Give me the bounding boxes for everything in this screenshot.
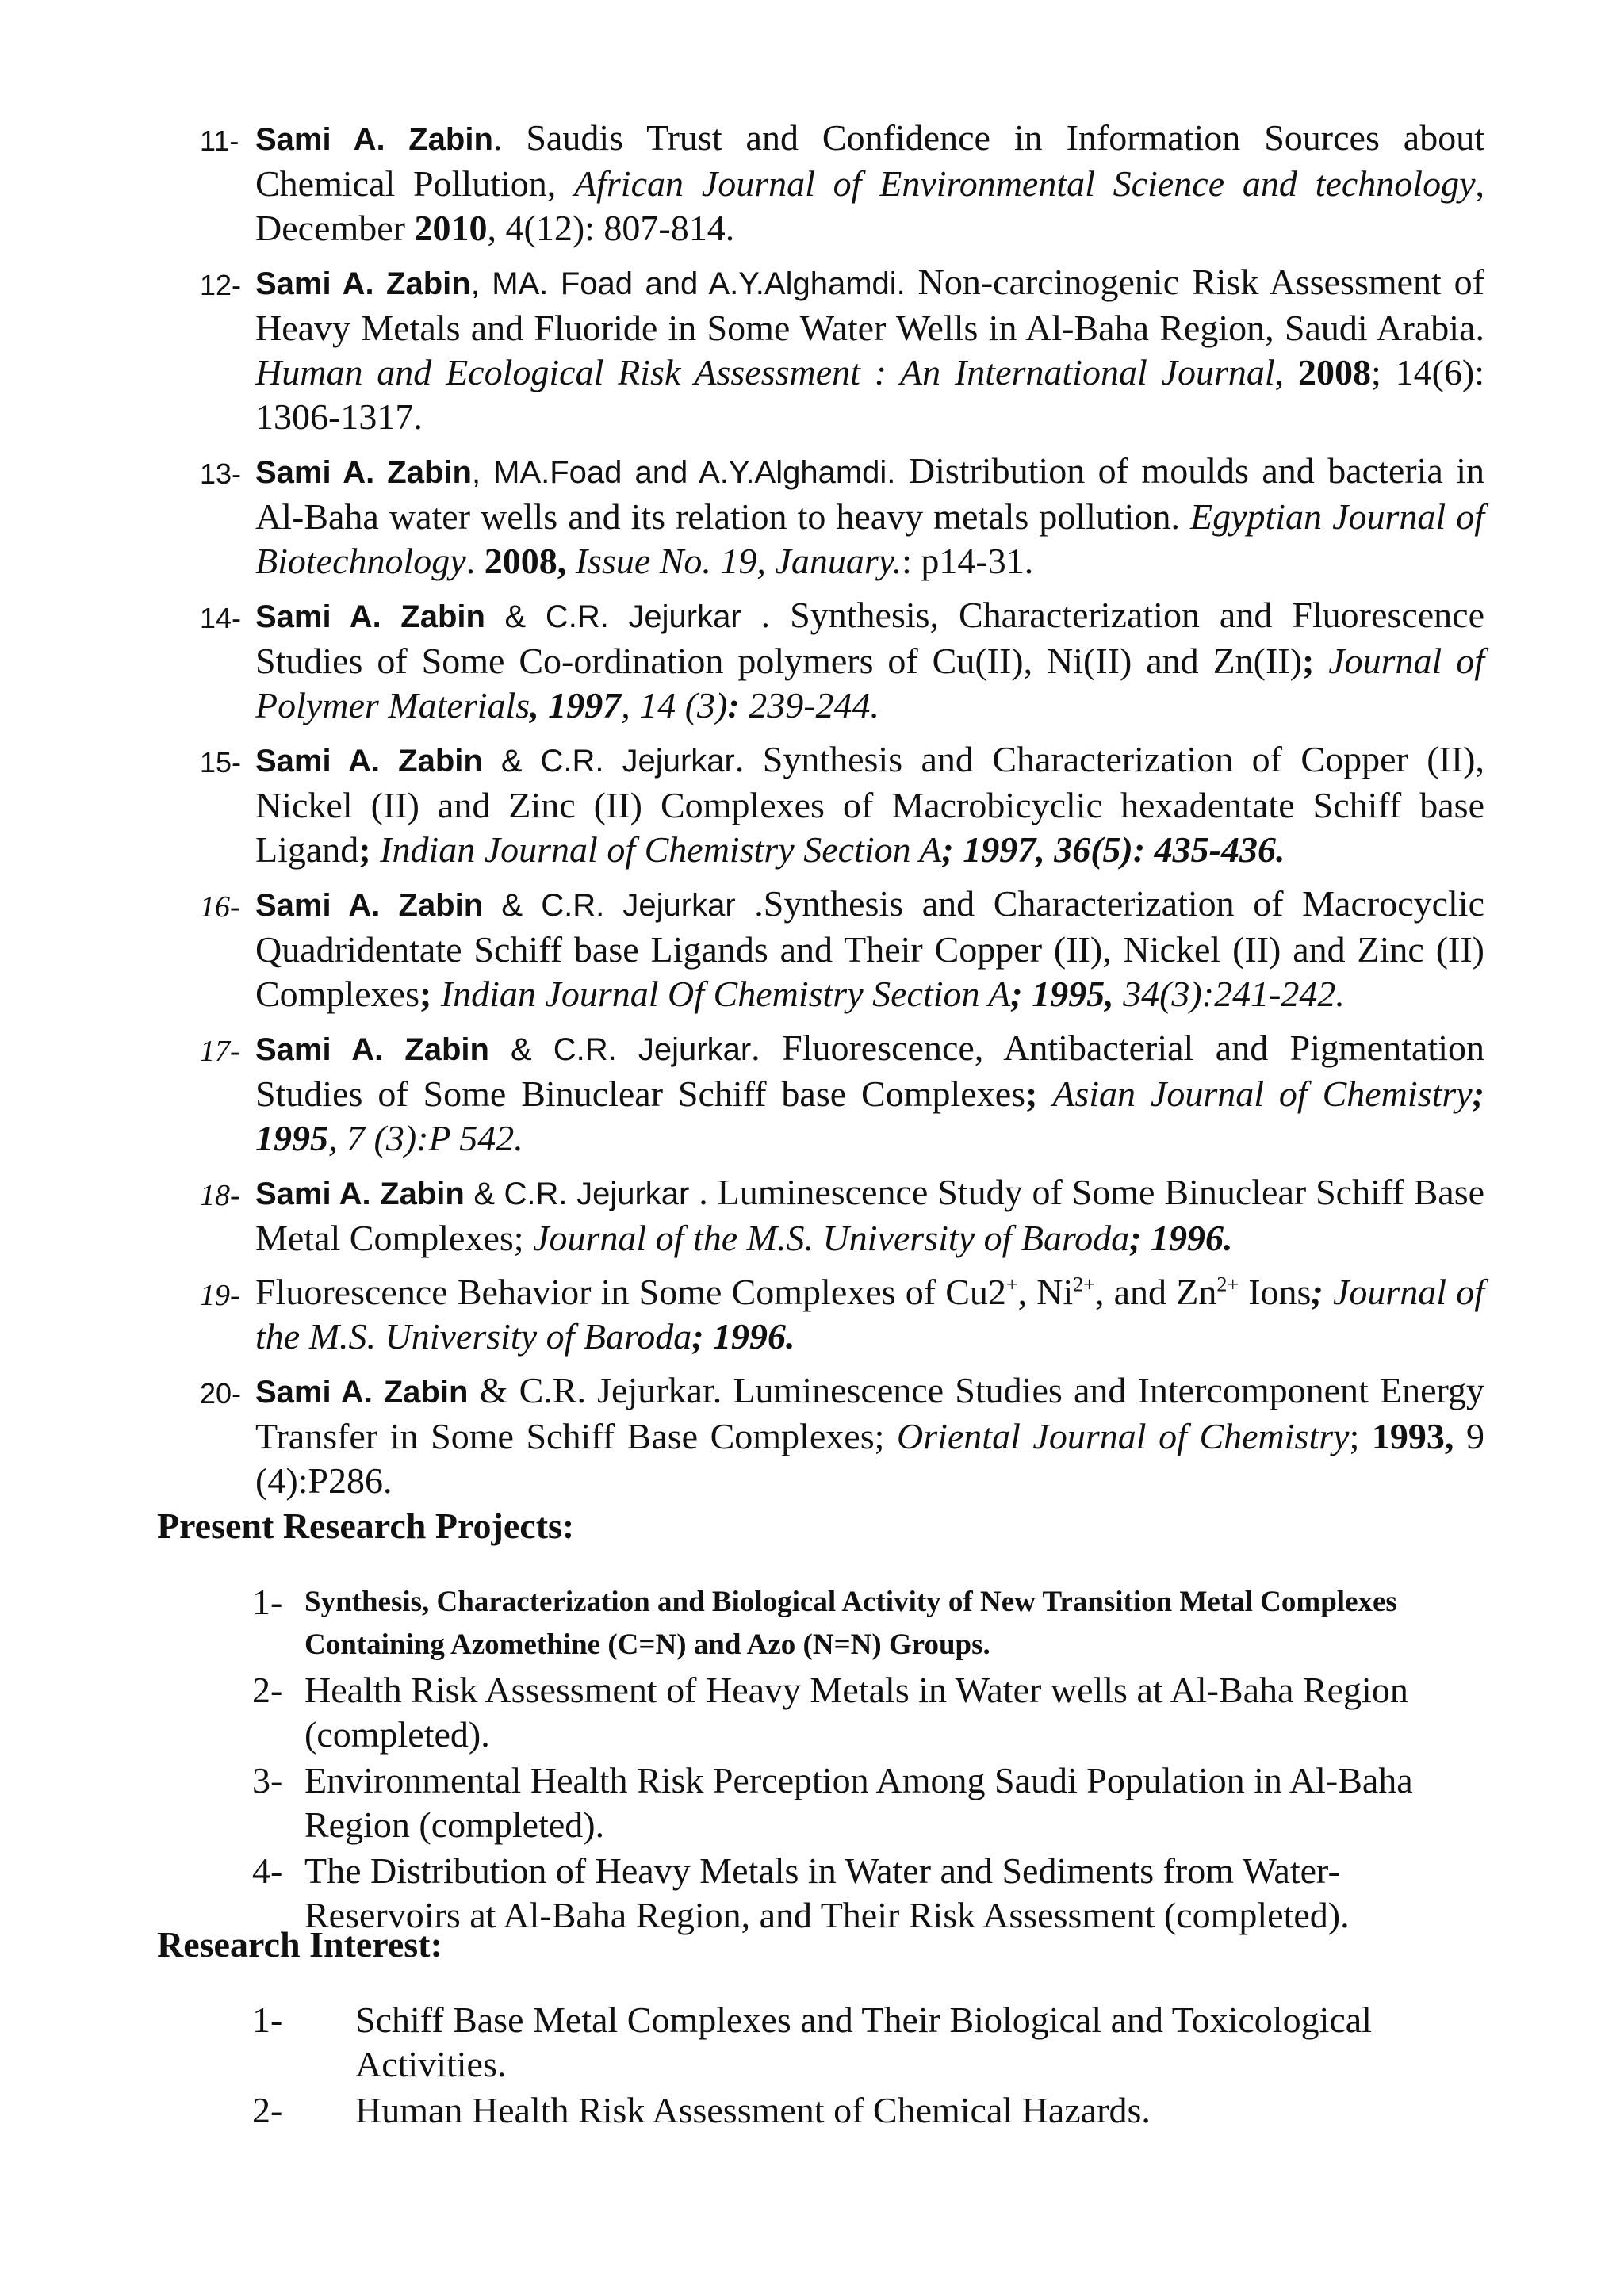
project-text: Health Risk Assessment of Heavy Metals in Water wells at Al-Baha Region (completed).	[304, 1670, 1408, 1755]
publication-entry	[200, 260, 1484, 439]
interest-text: Human Health Risk Assessment of Chemical Hazards.	[355, 2090, 1151, 2130]
journal-title: Journal of Polymer Materials	[255, 641, 1485, 725]
journal-title: Asian Journal of Chemistry	[1052, 1073, 1473, 1114]
citation-text: 2+	[1073, 1272, 1095, 1296]
project-number: 2-	[252, 1670, 283, 1710]
publication-entry	[200, 737, 1484, 872]
citation-text: , MA.Foad and A.Y.Alghamdi.	[471, 455, 896, 490]
interest-number: 2-	[252, 2090, 283, 2130]
journal-title: Journal of the M.S. University of Baroda	[533, 1218, 1130, 1258]
publication-number: 20-	[200, 1377, 242, 1410]
publication-entry	[200, 116, 1484, 251]
citation-text: 9 (4):P286.	[255, 1416, 1484, 1501]
citation-text: +	[1005, 1272, 1018, 1296]
journal-title: Issue No. 19, January.	[575, 541, 902, 581]
research-interest-heading: Research Interest:	[157, 1924, 442, 1965]
citation-text: ;	[1311, 1272, 1323, 1312]
citation-text: .Synthesis and Characterization of Macrocyclic Quadridentate Schiff base Ligands and Their Copper (II), Nickel (II) and Zinc (II) Complexes	[255, 883, 1484, 1014]
citation-text: . Fluorescence, Antibacterial and Pigmentation Studies of Some Binuclear Schiff base Complexes	[255, 1027, 1484, 1114]
author-name: Sami A. Zabin	[255, 122, 493, 157]
citation-text: , Ni	[1017, 1272, 1074, 1312]
citation-text: Non-carcinogenic Risk Assessment of Heavy Metals and Fluoride in Some Water Wells in Al-Baha Region, Saudi Arabia.	[255, 262, 1484, 348]
publication-number: 12-	[200, 269, 242, 301]
project-item	[252, 1581, 1489, 1667]
citation-text	[1314, 641, 1328, 681]
publication-entry	[200, 1270, 1484, 1359]
interest-item	[252, 2088, 1489, 2133]
citation-text: 2010	[414, 208, 488, 248]
interest-text: Schiff Base Metal Complexes and Their Biological and Toxicological Activities.	[355, 1999, 1372, 2084]
author-name: Sami A. Zabin	[255, 1375, 469, 1410]
publication-entry	[200, 1170, 1484, 1261]
author-name: Sami A. Zabin	[255, 1032, 489, 1067]
project-text: Environmental Health Risk Perception Among Saudi Population in Al-Baha Region (completed).	[304, 1760, 1413, 1845]
publication-number: 17-	[200, 1035, 240, 1068]
project-text: Synthesis, Characterization and Biological Activity of New Transition Metal Complexes Containing Azomethine (C=N) and Azo (N=N) Groups.	[304, 1586, 1397, 1661]
project-number: 3-	[252, 1760, 283, 1800]
publication-number: 14-	[200, 602, 242, 634]
author-name: Sami A. Zabin	[255, 266, 471, 301]
research-interest-list	[252, 1998, 1489, 2134]
citation-text	[1037, 1073, 1052, 1114]
publication-entry	[200, 449, 1484, 584]
publication-entry	[200, 882, 1484, 1016]
project-item	[252, 1758, 1489, 1847]
citation-text: ; 1995	[255, 1073, 1484, 1158]
journal-title: Indian Journal Of Chemistry Section A	[440, 974, 1011, 1014]
citation-text: : p14-31.	[902, 541, 1034, 581]
author-name: Sami A. Zabin	[255, 1177, 465, 1211]
citation-text	[1323, 1272, 1333, 1312]
project-number: 1-	[252, 1582, 283, 1622]
citation-text: & C.R. Jejurkar	[483, 888, 736, 923]
citation-text: & C.R. Jejurkar	[485, 599, 741, 634]
journal-title: African Journal of Environmental Science and technology	[574, 163, 1476, 204]
author-name: Sami A. Zabin	[255, 744, 483, 779]
journal-title: Oriental Journal of Chemistry	[896, 1416, 1350, 1456]
interest-item	[252, 1998, 1489, 2087]
citation-text: , 4(12): 807-814.	[487, 208, 735, 248]
journal-title: Indian Journal of Chemistry Section A	[380, 829, 942, 870]
present-projects-list	[252, 1581, 1489, 1939]
citation-text: ;	[358, 829, 371, 870]
journal-title: 239-244.	[739, 685, 880, 725]
citation-text: . Saudis Trust and Confidence in Information Sources about Chemical Pollution,	[255, 117, 1484, 204]
citation-text: & C.R. Jejurkar. Luminescence Studies and Intercomponent Energy Transfer in Some Schiff Base Complexes;	[255, 1370, 1484, 1456]
citation-text: , MA. Foad and A.Y.Alghamdi.	[470, 266, 906, 301]
citation-text: ; 1997, 36(5): 435-436.	[941, 829, 1285, 870]
publication-number: 15-	[200, 746, 242, 779]
publication-number: 18-	[200, 1179, 240, 1212]
present-projects-heading: Present Research Projects:	[157, 1506, 575, 1546]
citation-text: ; 1996.	[691, 1316, 795, 1357]
author-name: Sami A. Zabin	[255, 888, 484, 923]
citation-text: , and Zn	[1094, 1272, 1217, 1312]
publication-number: 13-	[200, 457, 242, 490]
journal-title: , 7 (3):P 542.	[328, 1118, 523, 1158]
citation-text: ;	[1301, 641, 1315, 681]
citation-text: . Synthesis and Characterization of Copper (II), Nickel (II) and Zinc (II) Complexes of Macrobicyclic hexadentate Schiff base Ligand	[255, 739, 1484, 870]
citation-text	[431, 974, 441, 1014]
journal-title: 34(3):241-242.	[1113, 974, 1345, 1014]
citation-text: Fluorescence Behavior in Some Complexes of Cu2	[255, 1272, 1006, 1312]
citation-text: 2008,	[484, 541, 567, 581]
journal-title: Journal of the M.S. University of Baroda	[255, 1272, 1484, 1357]
citation-text: & C.R. Jejurkar	[488, 1032, 752, 1067]
publication-number: 11-	[200, 124, 239, 157]
journal-title: , 14 (3)	[621, 685, 728, 725]
citation-text: . Luminescence Study of Some Binuclear Schiff Base Metal Complexes;	[255, 1172, 1485, 1258]
citation-text	[371, 829, 381, 870]
citation-text: 2+	[1216, 1272, 1239, 1296]
citation-text	[566, 541, 576, 581]
publication-entry	[200, 1368, 1484, 1503]
citation-text: ;	[1025, 1073, 1038, 1114]
citation-text: & C.R. Jejurkar	[464, 1177, 690, 1211]
project-item	[252, 1668, 1489, 1757]
citation-text: ,	[1274, 352, 1298, 392]
publication-list	[200, 116, 1484, 1513]
citation-text: & C.R. Jejurkar	[482, 744, 735, 779]
author-name: Sami A. Zabin	[255, 599, 485, 634]
citation-text: ; 1995,	[1010, 974, 1114, 1014]
interest-number: 1-	[252, 1999, 283, 2040]
citation-text: Distribution of moulds and bacteria in Al-Baha water wells and its relation to heavy metals pollution.	[255, 450, 1485, 537]
citation-text: , December	[255, 163, 1484, 248]
publication-number: 16-	[200, 890, 240, 924]
citation-text: 1993,	[1371, 1416, 1454, 1456]
citation-text: , 1997	[530, 685, 622, 725]
publication-entry	[200, 593, 1484, 728]
citation-text: :	[727, 685, 740, 725]
author-name: Sami A. Zabin	[255, 455, 472, 490]
publication-number: 19-	[200, 1279, 240, 1312]
citation-text: ;	[419, 974, 432, 1014]
journal-title: Egyptian Journal of Biotechnology	[255, 496, 1484, 581]
citation-text: 2008	[1297, 352, 1371, 392]
project-text: The Distribution of Heavy Metals in Water and Sediments from Water-Reservoirs at Al-Baha Region, and Their Risk Assessment (completed).	[304, 1850, 1350, 1935]
citation-text: ; 14(6): 1306-1317.	[255, 352, 1485, 437]
citation-text: Ions	[1239, 1272, 1312, 1312]
journal-title: Human and Ecological Risk Assessment : An International Journal	[255, 352, 1275, 392]
citation-text: . Synthesis, Characterization and Fluorescence Studies of Some Co-ordination polymers of Cu(II), Ni(II) and Zn(II)	[255, 595, 1484, 681]
project-number: 4-	[252, 1850, 283, 1891]
citation-text: ;	[1349, 1416, 1372, 1456]
citation-text: .	[465, 541, 485, 581]
publication-entry	[200, 1026, 1484, 1161]
citation-text: ; 1996.	[1129, 1218, 1233, 1258]
